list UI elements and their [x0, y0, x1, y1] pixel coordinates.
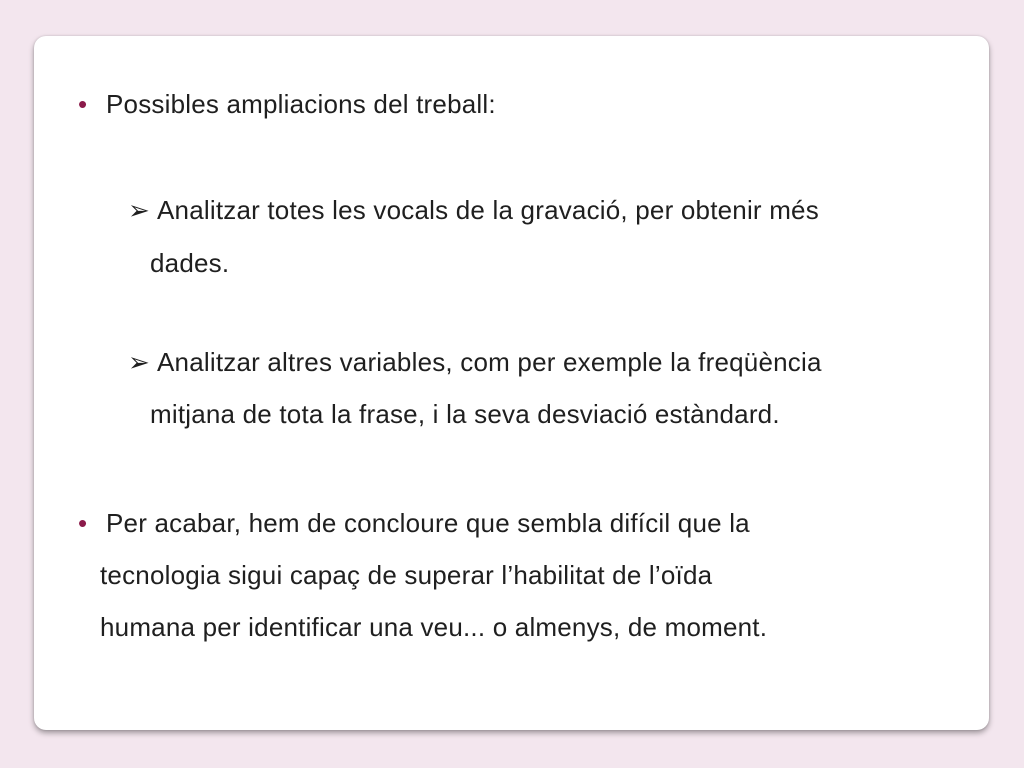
- bullet-possibles-ampliacions: [106, 78, 496, 130]
- bullet-text: humana per identificar una veu... o almenys, de moment.: [100, 612, 768, 642]
- sub-bullet-line-1: [157, 184, 819, 236]
- bullet-conclusion-line-1: [106, 497, 750, 549]
- sub-bullet-text: mitjana de tota la frase, i la seva desviació estàndard.: [150, 399, 780, 429]
- arrow-bullet-icon: ➢: [128, 347, 150, 377]
- sub-bullet-text: dades.: [150, 248, 230, 278]
- bullet-text: Possibles ampliacions del treball:: [106, 89, 496, 119]
- bullet-conclusion-line-2: [100, 549, 712, 601]
- bullet-dot-icon: •: [78, 89, 88, 119]
- sub-bullet-line-1: [157, 336, 822, 388]
- bullet-text: tecnologia sigui capaç de superar l’habilitat de l’oïda: [100, 560, 713, 590]
- arrow-bullet-icon: ➢: [128, 195, 150, 225]
- sub-bullet-text: Analitzar altres variables, com per exemple la freqüència: [157, 347, 822, 377]
- bullet-conclusion-line-3: [100, 601, 767, 653]
- sub-bullet-line-2: [150, 388, 780, 440]
- bullet-text: Per acabar, hem de concloure que sembla difícil que la: [106, 508, 750, 538]
- sub-bullet-text: Analitzar totes les vocals de la gravació, per obtenir més: [157, 195, 819, 225]
- bullet-dot-icon: •: [78, 508, 88, 538]
- sub-bullet-line-2: [150, 237, 229, 289]
